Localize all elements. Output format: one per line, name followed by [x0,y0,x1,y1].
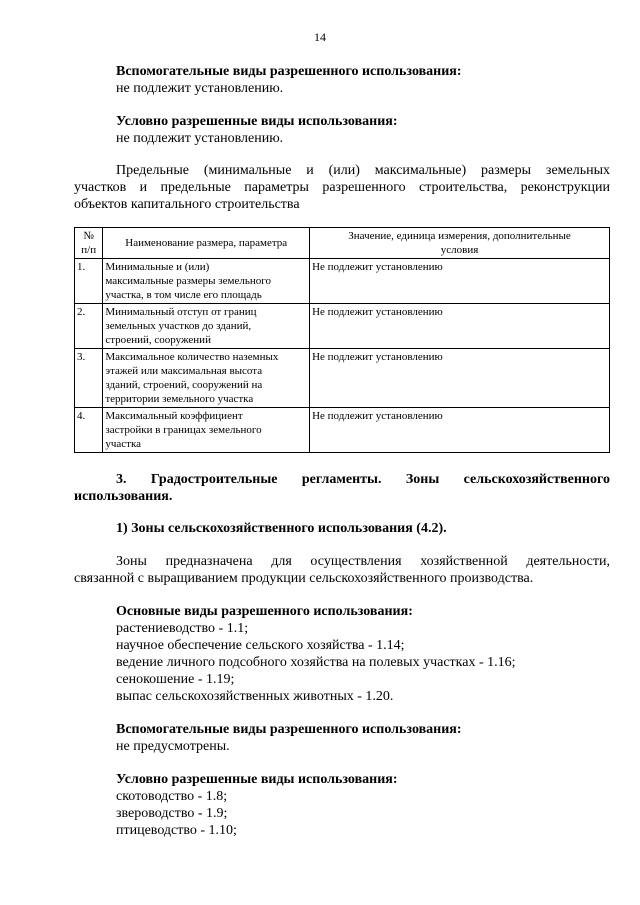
row-value: Не подлежит установлению [310,259,610,304]
row-num: 3. [75,349,103,408]
cond-uses-heading: Условно разрешенные виды использования: [116,114,398,129]
row-name [103,304,310,349]
row-num: 1. [75,259,103,304]
list-item: ведение личного подсобного хозяйства на полевых участках - 1.16; [116,655,516,670]
row-name-line: территории земельного участка [105,393,254,405]
header-name-cell: Наименование размера, параметра [103,228,310,259]
row-name-line: земельных участков до зданий, [105,320,252,332]
zone-description-line: Зоны предназначена для осуществления хозяйственной деятельности, [116,554,610,569]
row-name-line: этажей или максимальная высота [105,365,263,377]
row-name [103,408,310,453]
row-name-line: участка, в том числе его площадь [105,289,262,301]
list-item: выпас сельскохозяйственных животных - 1.20. [116,689,394,704]
zone-description-line: связанной с выращиванием продукции сельскохозяйственного производства. [74,571,534,586]
header-num-line: п/п [81,244,97,256]
limits-paragraph-line: объектов капитального строительства [74,197,300,212]
cond-uses-heading-2: Условно разрешенные виды использования: [116,772,398,787]
list-item: сенокошение - 1.19; [116,672,235,687]
row-name-line: Максимальный коэффициент [105,410,243,422]
header-value-line: условия [440,244,479,256]
page-number: 14 [314,30,326,44]
section-subtitle: 1) Зоны сельскохозяйственного использования (4.2). [116,521,447,536]
row-num: 4. [75,408,103,453]
row-num: 2. [75,304,103,349]
row-name [103,349,310,408]
row-name-line: строений, сооружений [105,334,211,346]
aux-uses-heading-2: Вспомогательные виды разрешенного использования: [116,722,462,737]
row-name-line: застройки в границах земельного [105,424,262,436]
aux-uses-value-2: не предусмотрены. [116,739,230,754]
row-name-line: Максимальное количество наземных [105,351,279,363]
list-item: птицеводство - 1.10; [116,823,237,838]
header-value-cell [310,228,610,259]
row-name-line: участка [105,438,142,450]
main-uses-heading: Основные виды разрешенного использования: [116,604,413,619]
table-row [75,259,610,304]
section-title-line: использования. [74,489,173,504]
row-name-line: максимальные размеры земельного [105,275,272,287]
cond-uses-value: не подлежит установлению. [116,131,284,146]
table-header-row [75,228,610,259]
limits-paragraph-line: Предельные (минимальные и (или) максимальные) размеры земельных [116,163,610,178]
table-row [75,304,610,349]
limits-paragraph-line: участков и предельные параметры разрешенного строительства, реконструкции [74,180,610,195]
list-item: научное обеспечение сельского хозяйства - 1.14; [116,638,405,653]
row-value: Не подлежит установлению [310,408,610,453]
row-name-line: Минимальные и (или) [105,261,210,273]
header-value-line: Значение, единица измерения, дополнительные [348,230,571,242]
list-item: скотоводство - 1.8; [116,789,228,804]
parameters-table [74,227,610,453]
header-num-line: № [83,230,94,242]
table-row [75,349,610,408]
row-name-line: зданий, строений, сооружений на [105,379,263,391]
list-item: звероводство - 1.9; [116,806,228,821]
row-value: Не подлежит установлению [310,349,610,408]
row-name-line: Минимальный отступ от границ [105,306,257,318]
table-row [75,408,610,453]
aux-uses-value: не подлежит установлению. [116,81,284,96]
row-value: Не подлежит установлению [310,304,610,349]
list-item: растениеводство - 1.1; [116,621,249,636]
row-name [103,259,310,304]
header-num-cell [75,228,103,259]
aux-uses-heading: Вспомогательные виды разрешенного использования: [116,64,462,79]
section-title-line: 3. Градостроительные регламенты. Зоны сельскохозяйственного [116,472,610,487]
